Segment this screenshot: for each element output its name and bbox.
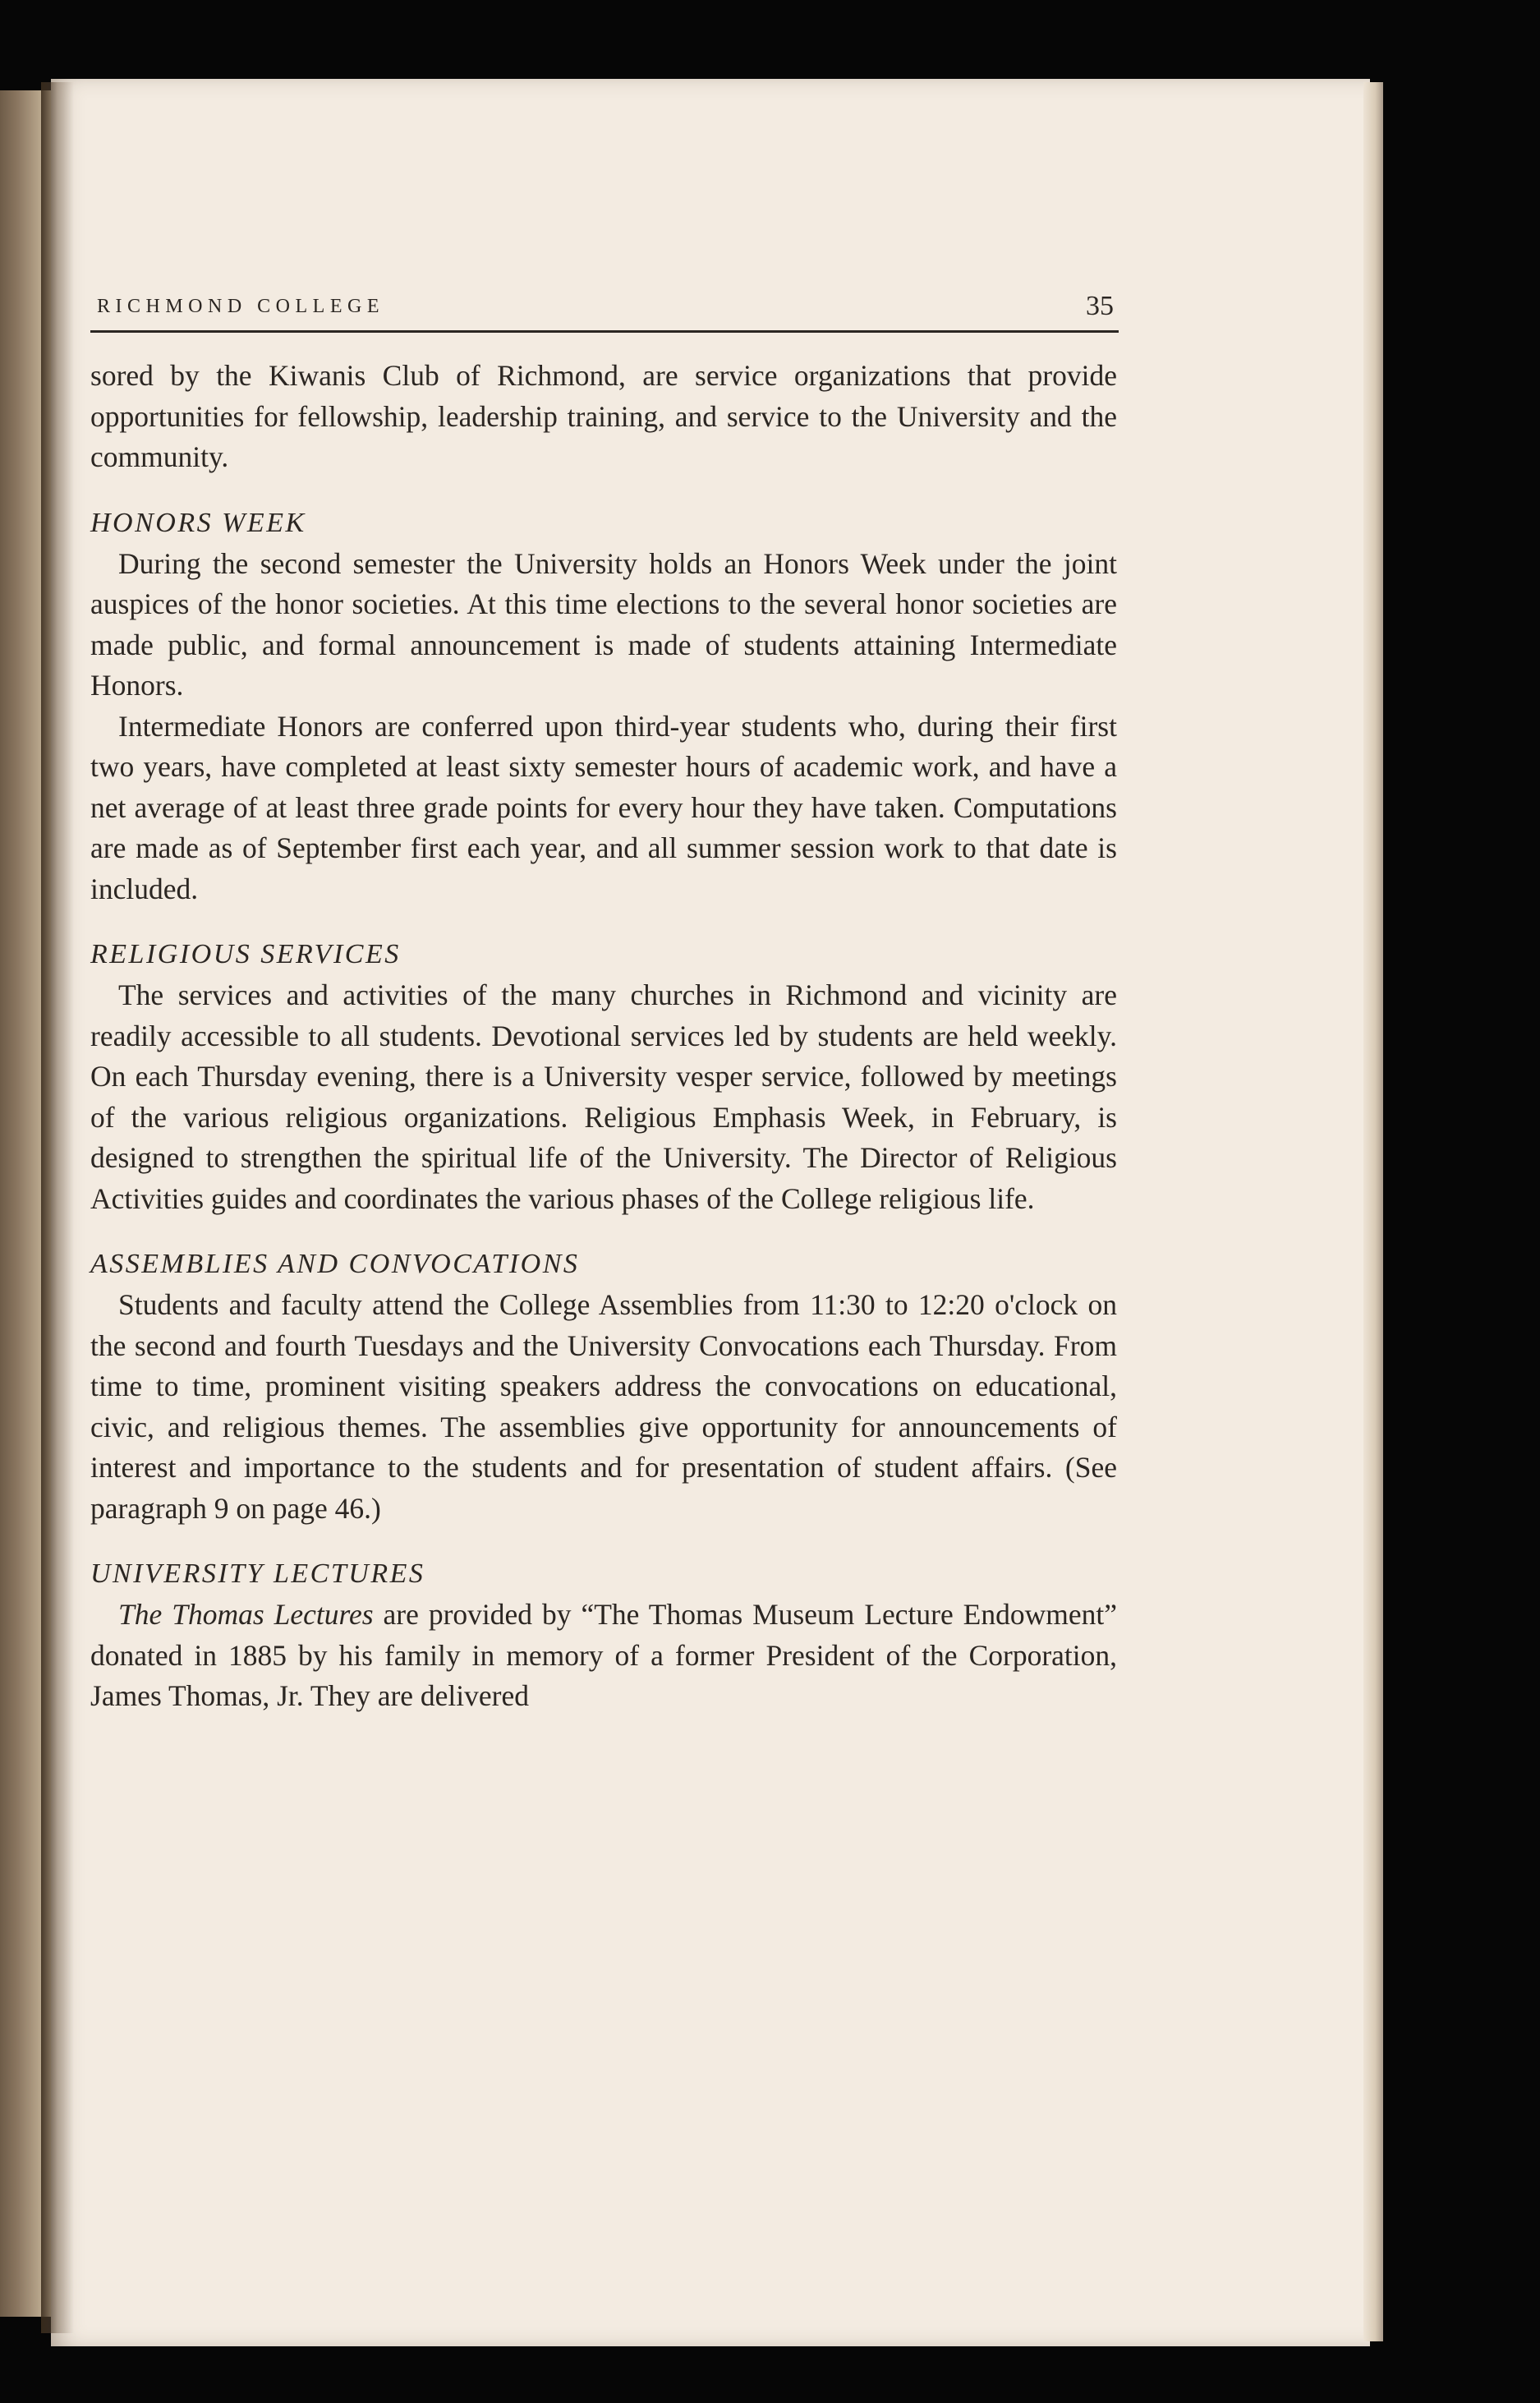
religious-services-paragraph: The services and activities of the many churches in Richmond and vicinity are readily accessible to all students. Devotional services led by students are held weekly. On each Thursday evening, there is a University vesper service, followed by meetings of the various religious organizations. Religious Emphasis Week, in February, is designed to strengthen the spiritual life of the University. The Director of Religious Activities guides and coordinates the various phases of the College religious life. xyxy=(90,978,1117,1215)
section-heading-honors-week: HONORS WEEK xyxy=(90,507,306,538)
lectures-paragraph-text: are provided by “The Thomas Museum Lecture Endowment” donated in 1885 by his family in memory of a former President of the Corporation, James Thomas, Jr. They are delivered xyxy=(90,1598,1117,1712)
honors-week-paragraph-1: During the second semester the University holds an Honors Week under the joint auspices of the honor societies. At this time elections to the several honor societies are made public, and formal announcement is made of students attaining Intermediate Honors. xyxy=(90,546,1117,702)
page-gutter xyxy=(41,82,74,2333)
section-heading-university-lectures: UNIVERSITY LECTURES xyxy=(90,1558,425,1589)
section-heading-religious-services: RELIGIOUS SERVICES xyxy=(90,939,401,969)
running-head-title: RICHMOND COLLEGE xyxy=(97,296,384,317)
page-number: 35 xyxy=(1086,291,1114,321)
section-heading-assemblies: ASSEMBLIES AND CONVOCATIONS xyxy=(90,1249,580,1279)
lectures-paragraph xyxy=(90,1595,1117,1717)
assemblies-paragraph: Students and faculty attend the College Assemblies from 11:30 to 12:20 o'clock on the second and fourth Tuesdays and the University Convocations each Thursday. From time to time, prominent visiting speakers address the convocations on educational, civic, and religious themes. The assemblies give opportunity for announcements of interest and importance to the students and for presentation of student affairs. (See paragraph 9 on page 46.) xyxy=(90,1288,1117,1525)
intro-paragraph: sored by the Kiwanis Club of Richmond, are service organizations that provide opportunities for fellowship, leadership training, and service to the University and the community. xyxy=(90,359,1117,473)
page-content xyxy=(90,288,1117,1717)
honors-week-paragraph-2: Intermediate Honors are conferred upon third-year students who, during their first two years, have completed at least sixty semester hours of academic work, and have a net average of at least three grade points for every hour they have taken. Computations are made as of September first each year, and all summer session work to that date is included. xyxy=(90,709,1117,905)
running-head xyxy=(90,288,1119,333)
thomas-lectures-title: The Thomas Lectures xyxy=(118,1598,374,1631)
page-stack-edge xyxy=(1363,82,1383,2341)
